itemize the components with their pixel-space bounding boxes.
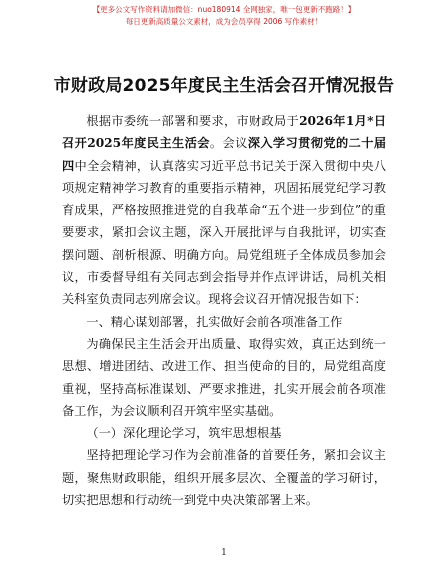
intro-text-3: 中全会精神，认真落实习近平总书记关于深入贯彻中央八项规定精神学习教育的重要指示精神，巩固拓展党纪学习教育成果，严格按照推进党的自我革命“五个进一步到位”的重要要求，紧扣会议主题，深入开展批评与自我批评，切实查摆问题、剖析根源、明确方向。局党组班子全体成员参加会议，市委督导组有关同志到会指导并作点评讲话，局机关相关科室负责同志列席会议。现将会议召开情况报告如下： <box>62 158 387 307</box>
document-title: 市财政局2025年度民主生活会召开情况报告 <box>53 76 395 96</box>
subsection-1-paragraph: 坚持把理论学习作为会前准备的首要任务，紧扣会议主题，聚焦财政职能，组织开展多层次、全覆盖的学习研讨，切实把思想和行动统一到党中央决策部署上来。 <box>62 448 386 508</box>
intro-text-1: 根据市委统一部署和要求，市财政局于 <box>86 114 300 128</box>
page-number: 1 <box>221 548 227 558</box>
promo-banner-line-1: 【更多公文写作资料请加微信：nuo180914 全网独家，唯一包更新不跑路！】 <box>92 5 356 14</box>
document-body <box>62 110 386 511</box>
promo-banner-line-2: 每日更新高质量公文素材，成为会员享得 2006 写作素材！ <box>125 17 323 26</box>
intro-text-2: 。会议 <box>209 136 248 151</box>
subsection-1-heading: （一）深化理论学习，筑牢思想根基 <box>86 426 282 441</box>
intro-date-bold: 2026年1月*日召开2025年度民主生活会 <box>62 114 387 151</box>
section-1-paragraph: 为确保民主生活会开出质量、取得实效，真正达到统一思想、增进团结、改进工作、担当使命的目的，局党组高度重视，坚持高标准谋划、严要求推进，扎实开展会前各项准备工作，为会议顺利召开筑牢坚实基础。 <box>62 336 386 418</box>
section-1-heading: 一、精心谋划部署，扎实做好会前各项准备工作 <box>86 314 343 329</box>
intro-paragraph <box>62 110 386 311</box>
intro-theme-bold: 深入学习贯彻党的二十届四 <box>62 136 387 173</box>
